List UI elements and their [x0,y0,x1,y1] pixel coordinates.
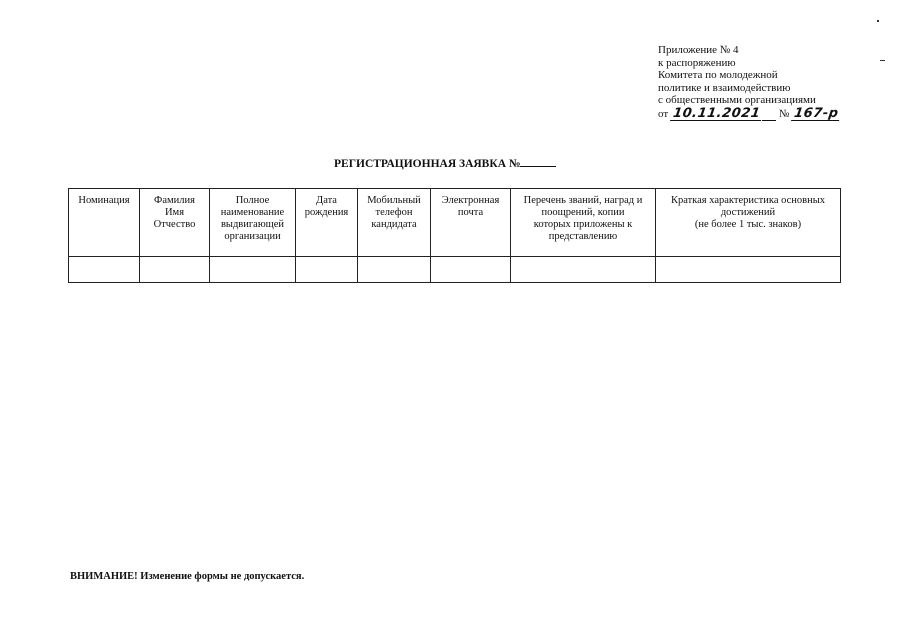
header-full-name: Фамилия Имя Отчество [140,189,210,257]
warning-notice: ВНИМАНИЕ! Изменение формы не допускается. [70,571,305,582]
appendix-line-3: Комитета по молодежной [658,69,778,81]
scan-speck [880,60,885,61]
cell-achievements[interactable] [656,257,841,283]
cell-nomination[interactable] [69,257,140,283]
from-label: от [658,108,669,120]
date-underline [762,111,776,121]
appendix-line-5: с общественными организациями [658,94,816,106]
header-organization: Полное наименование выдвигающей организации [210,189,296,257]
cell-awards-list[interactable] [511,257,656,283]
order-number: 167-р [793,105,840,121]
form-title-text: РЕГИСТРАЦИОННАЯ ЗАЯВКА № [334,158,521,170]
order-date: 10.11.2021 [671,105,762,121]
header-mobile-phone: Мобильный телефон кандидата [358,189,431,257]
table-row [69,257,841,283]
appendix-line-2: к распоряжению [658,56,736,69]
cell-organization[interactable] [210,257,296,283]
header-birth-date: Дата рождения [296,189,358,257]
header-nomination: Номинация [69,189,140,257]
table-header-row [69,189,841,257]
cell-full-name[interactable] [140,257,210,283]
cell-mobile-phone[interactable] [358,257,431,283]
cell-email[interactable] [431,257,511,283]
application-number-blank [520,156,556,167]
scan-speck [877,20,879,22]
number-sign: № [778,108,790,120]
form-title [334,156,556,170]
appendix-line-4: политике и взаимодействию [658,81,791,94]
header-email: Электронная почта [431,189,511,257]
appendix-line-1: Приложение № 4 [658,44,739,56]
header-achievements: Краткая характеристика основных достижений (не более 1 тыс. знаков) [656,189,841,257]
cell-birth-date[interactable] [296,257,358,283]
registration-table [68,188,841,283]
order-reference [658,107,858,121]
appendix-block [658,44,858,121]
header-awards-list: Перечень званий, наград и поощрений, копии которых приложены к представлению [511,189,656,257]
